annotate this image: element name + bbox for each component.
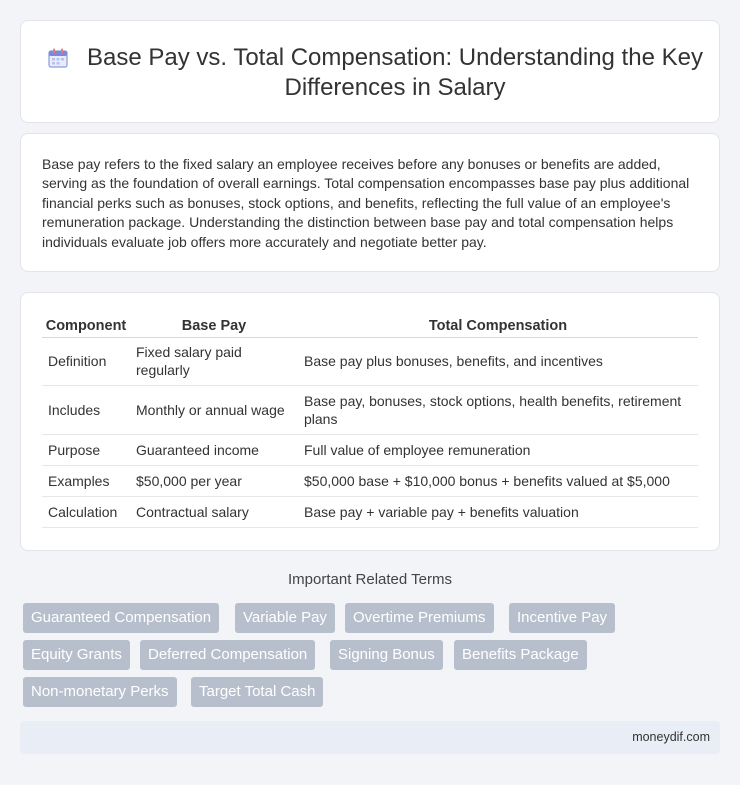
calendar-icon: [47, 47, 69, 69]
table-row: [42, 434, 698, 465]
related-terms-title: Important Related Terms: [288, 571, 452, 588]
total-comp-cell: Full value of employee remuneration: [298, 434, 698, 465]
page-title: Base Pay vs. Total Compensation: Understanding the Key Differences in Salary: [87, 44, 703, 101]
table-card: [20, 292, 720, 551]
tag-target-total-cash[interactable]: Target Total Cash: [191, 677, 323, 707]
table-header-row: [42, 317, 698, 337]
header-total-compensation: Total Compensation: [298, 317, 698, 337]
tag-equity-grants[interactable]: Equity Grants: [23, 640, 130, 670]
footer: [20, 721, 720, 754]
tag-deferred-compensation[interactable]: Deferred Compensation: [140, 640, 315, 670]
total-comp-cell: Base pay, bonuses, stock options, health benefits, retirement plans: [298, 385, 698, 434]
title-card: [20, 20, 720, 123]
row-label: Definition: [42, 337, 130, 385]
base-pay-cell: Monthly or annual wage: [130, 385, 298, 434]
tag-overtime-premiums[interactable]: Overtime Premiums: [345, 603, 494, 633]
tag-variable-pay[interactable]: Variable Pay: [235, 603, 335, 633]
intro-card: [20, 133, 720, 272]
row-label: Purpose: [42, 434, 130, 465]
row-label: Includes: [42, 385, 130, 434]
tag-guaranteed-compensation[interactable]: Guaranteed Compensation: [23, 603, 219, 633]
tag-signing-bonus[interactable]: Signing Bonus: [330, 640, 443, 670]
base-pay-cell: Fixed salary paid regularly: [130, 337, 298, 385]
row-label: Examples: [42, 465, 130, 496]
base-pay-cell: $50,000 per year: [130, 465, 298, 496]
comparison-table: [42, 317, 698, 528]
base-pay-cell: Guaranteed income: [130, 434, 298, 465]
total-comp-cell: Base pay plus bonuses, benefits, and incentives: [298, 337, 698, 385]
base-pay-cell: Contractual salary: [130, 496, 298, 527]
total-comp-cell: Base pay + variable pay + benefits valuation: [298, 496, 698, 527]
footer-site[interactable]: moneydif.com: [632, 730, 710, 744]
intro-paragraph: Base pay refers to the fixed salary an employee receives before any bonuses or benefits are added, serving as the foundation of overall earnings. Total compensation encompasses base pay plus additional financial perks such as bonuses, stock options, and benefits, reflecting the full value of an employee's remuneration package. Understanding the distinction between base pay and total compensation helps individuals evaluate job offers more accurately and negotiate better pay.: [42, 156, 690, 250]
tag-incentive-pay[interactable]: Incentive Pay: [509, 603, 615, 633]
total-comp-cell: $50,000 base + $10,000 bonus + benefits valued at $5,000: [298, 465, 698, 496]
tag-non-monetary-perks[interactable]: Non-monetary Perks: [23, 677, 177, 707]
row-label: Calculation: [42, 496, 130, 527]
header-base-pay: Base Pay: [130, 317, 298, 337]
table-row: [42, 465, 698, 496]
tag-benefits-package[interactable]: Benefits Package: [454, 640, 587, 670]
table-row: [42, 496, 698, 527]
table-row: [42, 337, 698, 385]
table-row: [42, 385, 698, 434]
header-component: Component: [42, 317, 130, 337]
